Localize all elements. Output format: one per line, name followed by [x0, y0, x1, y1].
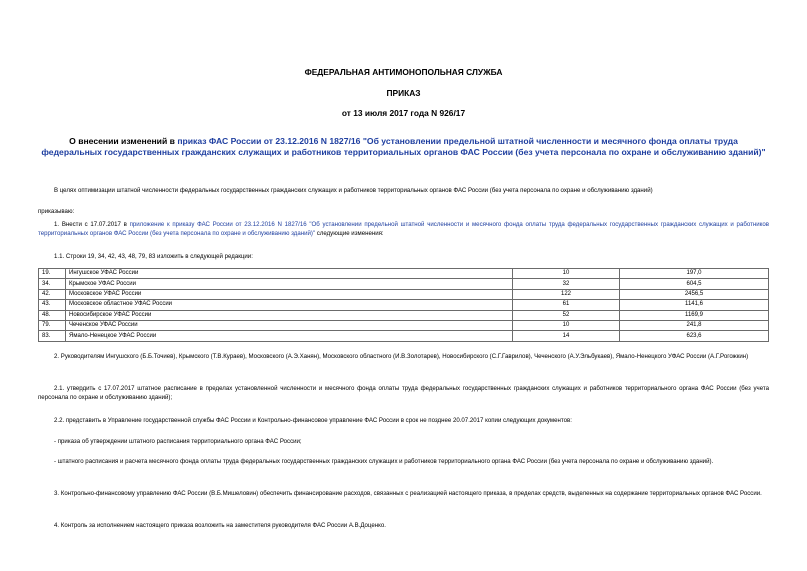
- staff-table: [38, 268, 769, 342]
- row-office: Чеченское УФАС России: [66, 320, 513, 330]
- row-fund: 1169,9: [620, 310, 769, 320]
- table-row: [39, 300, 769, 310]
- row-number: 79.: [39, 320, 66, 330]
- paragraph-1: [38, 220, 769, 239]
- paragraph-4: 4. Контроль за исполнением настоящего приказа возложить на заместителя руководителя ФАС России А.В.Доценко.: [54, 522, 386, 529]
- table-row: [39, 310, 769, 320]
- paragraph-2-2: 2.2. представить в Управление государственной службы ФАС России и Контрольно-финансовое управление ФАС России в срок не позднее 20.07.2017 копии следующих документов:: [54, 417, 572, 424]
- bullet-schedule: - штатного расписания и расчета месячного фонда оплаты труда федеральных государственных гражданских служащих и работников территориального органа ФАС России (без учета персонала по охране и обслуживанию зданий).: [54, 458, 714, 465]
- table-row: [39, 279, 769, 289]
- title-order-link[interactable]: приказ ФАС России от 23.12.2016 N 1827/16 "Об установлении предельной штатной численности и месячного фонда оплаты труда федеральных государственных гражданских служащих и работников территориальных органов ФАС России (без учета персонала по охране и обслуживанию зданий)": [41, 136, 766, 157]
- row-office: Московское областное УФАС России: [66, 300, 513, 310]
- doc-type-heading: ПРИКАЗ: [386, 88, 421, 98]
- row-office: Московское УФАС России: [66, 289, 513, 299]
- p1-suffix: следующие изменения:: [315, 230, 384, 238]
- row-number: 42.: [39, 289, 66, 299]
- row-staff: 10: [513, 269, 620, 279]
- row-number: 19.: [39, 269, 66, 279]
- paragraph-2: 2. Руководителям Ингушского (Б.Б.Точиев), Крымского (Т.В.Кураев), Московского (А.Э.Ханян), Московского областного (И.В.Золотарев), Новосибирского (С.Г.Гаврилов), Чеченского (А.У.Эльбукаев), Ямало-Ненецкого УФАС России (А.Г.Рогожкин): [54, 353, 749, 360]
- row-fund: 241,8: [620, 320, 769, 330]
- row-number: 48.: [39, 310, 66, 320]
- row-staff: 14: [513, 331, 620, 341]
- p1-appendix-link[interactable]: приложение к приказу ФАС России от 23.12.2016 N 1827/16 "Об установлении предельной штатной численности и месячного фонда оплаты труда федеральных государственных гражданских служащих и работников территориальных органов ФАС России (без учета персонала по охране и обслуживанию зданий)": [38, 221, 770, 238]
- row-fund: 197,0: [620, 269, 769, 279]
- title-prefix: О внесении изменений в: [69, 136, 178, 146]
- row-fund: 2456,5: [620, 289, 769, 299]
- row-staff: 10: [513, 320, 620, 330]
- document-title: [38, 136, 769, 158]
- agency-heading: ФЕДЕРАЛЬНАЯ АНТИМОНОПОЛЬНАЯ СЛУЖБА: [304, 67, 503, 77]
- row-office: Новосибирское УФАС России: [66, 310, 513, 320]
- row-number: 34.: [39, 279, 66, 289]
- row-office: Ингушское УФАС России: [66, 269, 513, 279]
- row-staff: 52: [513, 310, 620, 320]
- row-staff: 61: [513, 300, 620, 310]
- row-fund: 623,6: [620, 331, 769, 341]
- intro-paragraph: В целях оптимизации штатной численности федеральных государственных гражданских служащих и работников территориальных органов ФАС России (без учета персонала по охране и обслуживанию зданий): [54, 187, 653, 194]
- paragraph-3: 3. Контрольно-финансовому управлению ФАС России (В.Б.Мишеловин) обеспечить финансирование расходов, связанных с реализацией настоящего приказа, в пределах средств, выделенных на содержание территориальных органов ФАС России.: [54, 490, 762, 497]
- p1-prefix: 1. Внести с 17.07.2017 в: [54, 221, 130, 228]
- row-staff: 32: [513, 279, 620, 289]
- row-number: 83.: [39, 331, 66, 341]
- table-row: [39, 320, 769, 330]
- bullet-order: - приказа об утверждении штатного расписания территориального органа ФАС России;: [54, 438, 302, 445]
- row-staff: 122: [513, 289, 620, 299]
- row-fund: 604,5: [620, 279, 769, 289]
- row-fund: 1141,6: [620, 300, 769, 310]
- row-number: 43.: [39, 300, 66, 310]
- row-office: Ямало-Ненецкое УФАС России: [66, 331, 513, 341]
- row-office: Крымское УФАС России: [66, 279, 513, 289]
- paragraph-2-1: 2.1. утвердить с 17.07.2017 штатное расписание в пределах установленной численности и месячного фонда оплаты труда федеральных государственных гражданских служащих и работников территориального органа ФАС России (без учета персонала по охране и обслуживанию зданий);: [38, 385, 769, 402]
- date-number-heading: от 13 июля 2017 года N 926/17: [341, 108, 466, 118]
- table-row: [39, 269, 769, 279]
- table-row: [39, 331, 769, 341]
- paragraph-1-1: 1.1. Строки 19, 34, 42, 43, 48, 79, 83 изложить в следующей редакции:: [54, 253, 253, 260]
- table-row: [39, 289, 769, 299]
- order-word: приказываю:: [38, 208, 75, 215]
